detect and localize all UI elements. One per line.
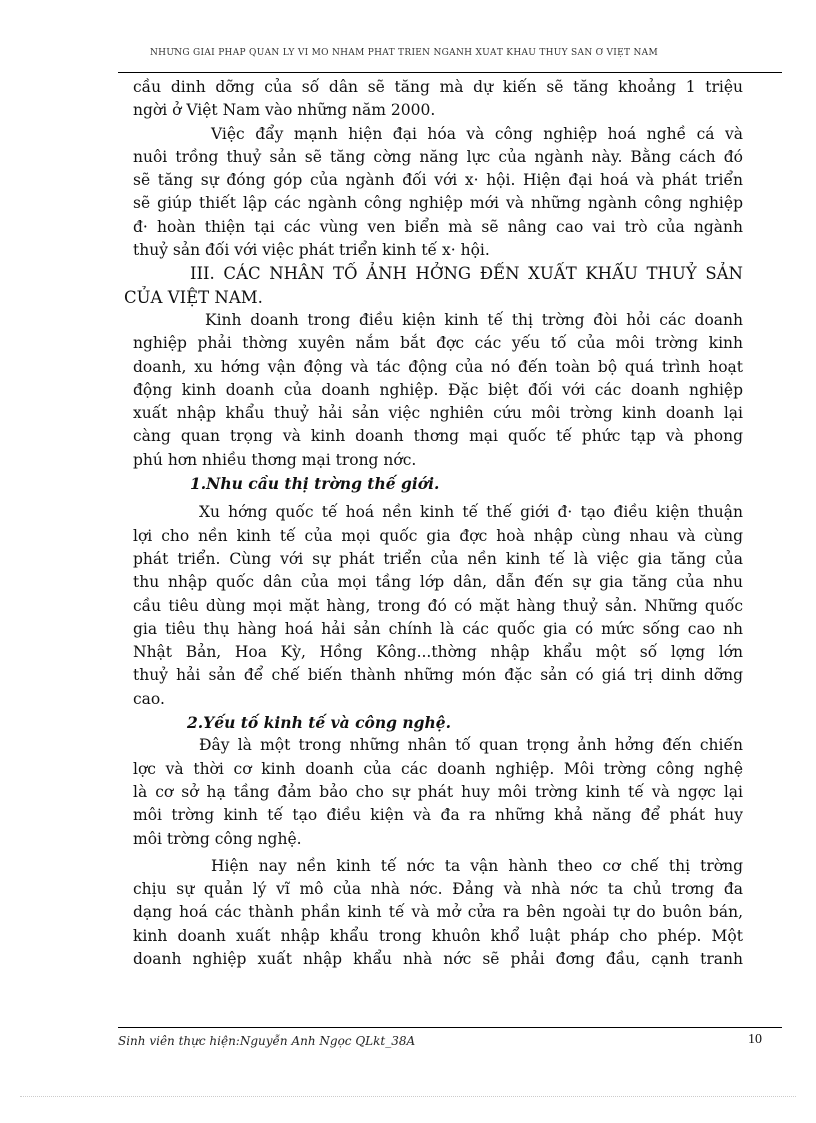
text-line: doanh, xu hớng vận động và tác động của nó đến toàn bộ quá trình hoạt (133, 357, 743, 376)
text-line: phát triển. Cùng với sự phát triển của nền kinh tế là việc gia tăng của (133, 549, 743, 568)
running-header: NHỮNG GIẢI PHÁP QUẢN LÝ VĨ MÔ NHẰM PHÁT TRIỂN NGÀNH XUẤT KHẨU THUỶ SẢN Ở VIỆT NAM (150, 48, 658, 58)
text-line: chịu sự quản lý vĩ mô của nhà nớc. Đảng và nhà nớc ta chủ trơng đa (133, 880, 743, 899)
text-line: thu nhập quốc dân của mọi tầng lớp dân, dẫn đến sự gia tăng của nhu (133, 573, 743, 592)
page-edge-divider (20, 1096, 796, 1097)
text-line: môi trờng kinh tế tạo điều kiện và đa ra những khả năng để phát huy (133, 806, 743, 825)
text-line: cầu dinh dỡng của số dân sẽ tăng mà dự kiến sẽ tăng khoảng 1 triệu (133, 78, 743, 96)
text-line: động kinh doanh của doanh nghiệp. Đặc biệt đối với các doanh nghiệp (133, 380, 743, 399)
text-line: sẽ giúp thiết lập các ngành công nghiệp mới và những ngành công nghiệp (133, 194, 743, 213)
text-line: môi trờng công nghệ. (133, 829, 302, 848)
paragraph-start-line: Xu hớng quốc tế hoá nền kinh tế thế giới đ· tạo điều kiện thuận (199, 503, 743, 522)
text-line: doanh nghiệp xuất nhập khẩu nhà nớc sẽ phải đơng đầu, cạnh tranh (133, 949, 743, 968)
text-line: cao. (133, 689, 165, 708)
header-rule (118, 72, 782, 73)
text-line: lợi cho nền kinh tế của mọi quốc gia đợc hoà nhập cùng nhau và cùng (133, 526, 743, 545)
paragraph-start-line: Việc đẩy mạnh hiện đại hóa và công nghiệp hoá nghề cá và (211, 124, 743, 143)
text-line: dạng hoá các thành phần kinh tế và mở cửa ra bên ngoài tự do buôn bán, (133, 903, 743, 922)
text-line: sẽ tăng sự đóng góp của ngành đối với x· hội. Hiện đại hoá và phát triển (133, 171, 743, 190)
text-line: càng quan trọng và kinh doanh thơng mại quốc tế phức tạp và phong (133, 427, 743, 446)
text-line: gia tiêu thụ hàng hoá hải sản chính là các quốc gia có mức sống cao nh (133, 619, 743, 638)
paragraph-start-line: Hiện nay nền kinh tế nớc ta vận hành theo cơ chế thị trờng (211, 856, 743, 875)
subsection-heading: 2.Yếu tố kinh tế và công nghệ. (187, 713, 452, 733)
text-line: cầu tiêu dùng mọi mặt hàng, trong đó có mặt hàng thuỷ sản. Những quốc (133, 596, 743, 615)
section-heading-cont: CỦA VIỆT NAM. (124, 287, 263, 307)
footer-rule (118, 1027, 782, 1028)
text-line: nghiệp phải thờng xuyên nắm bắt đợc các yếu tố của môi trờng kinh (133, 334, 743, 353)
text-line: ngời ở Việt Nam vào những năm 2000. (133, 101, 436, 120)
text-line: là cơ sở hạ tầng đảm bảo cho sự phát huy môi trờng kinh tế và ngợc lại (133, 782, 743, 801)
text-line: nuôi trồng thuỷ sản sẽ tăng cờng năng lực của ngành này. Bằng cách đó (133, 147, 743, 166)
text-line: thuỷ hải sản để chế biến thành những món đặc sản có giá trị dinh dỡng (133, 666, 743, 685)
body-text (124, 76, 743, 971)
text-line: lợc và thời cơ kinh doanh của các doanh nghiệp. Môi trờng công nghệ (133, 759, 743, 778)
page-number: 10 (748, 1032, 762, 1047)
text-line: thuỷ sản đối với việc phát triển kinh tế x· hội. (133, 241, 490, 260)
paragraph-start-line: Kinh doanh trong điều kiện kinh tế thị trờng đòi hỏi các doanh (205, 310, 743, 329)
text-line: kinh doanh xuất nhập khẩu trong khuôn khổ luật pháp cho phép. Một (133, 926, 743, 945)
subsection-heading: 1.Nhu cầu thị trờng thế giới. (190, 474, 440, 494)
footer-author: Sinh viên thực hiện:Nguyễn Anh Ngọc QLkt_38A (118, 1034, 416, 1048)
section-heading: III. CÁC NHÂN TỐ ẢNH HỞNG ĐẾN XUẤT KHẨU THUỶ SẢN (190, 264, 743, 284)
paragraph-start-line: Đây là một trong những nhân tố quan trọng ảnh hởng đến chiến (199, 736, 743, 755)
text-line: đ· hoàn thiện tại các vùng ven biển mà sẽ nâng cao vai trò của ngành (133, 217, 743, 236)
text-line: phú hơn nhiều thơng mại trong nớc. (133, 450, 417, 469)
text-line: xuất nhập khẩu thuỷ hải sản việc nghiên cứu môi trờng kinh doanh lại (133, 404, 743, 423)
text-line: Nhật Bản, Hoa Kỳ, Hồng Kông...thờng nhập khẩu một số lợng lớn (133, 643, 743, 662)
